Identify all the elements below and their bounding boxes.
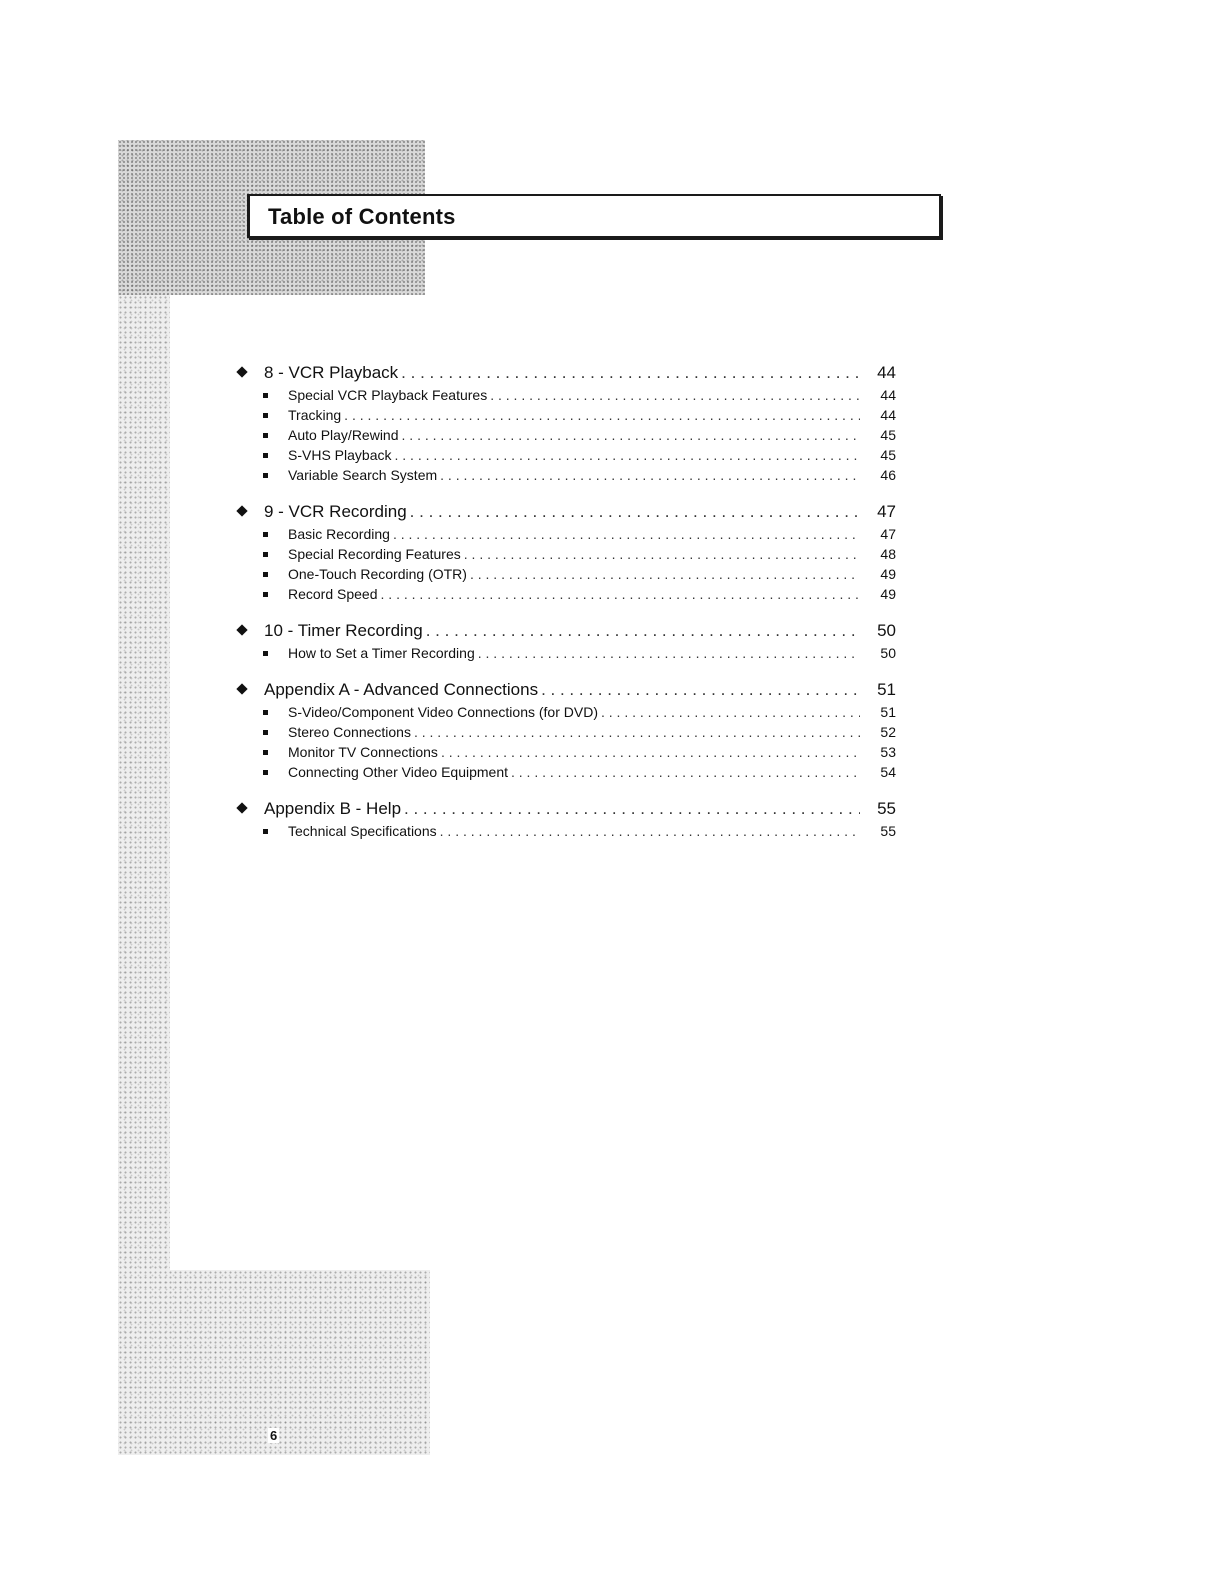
toc-entry-page: 45 (880, 447, 896, 463)
table-of-contents (236, 360, 896, 855)
toc-entry-label: Special Recording Features (288, 546, 461, 562)
diamond-bullet-icon (236, 360, 264, 385)
toc-entry-label: Special VCR Playback Features (288, 387, 488, 403)
toc-entry-label: Record Speed (288, 586, 378, 602)
toc-entry-label: 9 - VCR Recording (264, 502, 407, 521)
square-bullet-icon (261, 702, 288, 722)
toc-entry-label: Stereo Connections (288, 724, 411, 740)
dot-leader (381, 584, 860, 604)
toc-entry-main[interactable] (236, 796, 896, 821)
toc-entry-page: 52 (880, 724, 896, 740)
toc-entry-sub[interactable] (236, 762, 896, 782)
toc-entry-page: 48 (880, 546, 896, 562)
toc-entry-page: 53 (880, 744, 896, 760)
toc-entry-page: 50 (877, 621, 896, 640)
toc-entry-page: 51 (877, 680, 896, 699)
square-bullet-icon (261, 584, 288, 604)
toc-entry-page: 44 (880, 407, 896, 423)
square-bullet-icon (261, 564, 288, 584)
toc-entry-sub[interactable] (236, 524, 896, 544)
toc-entry-sub[interactable] (236, 564, 896, 584)
toc-entry-label: Auto Play/Rewind (288, 427, 399, 443)
toc-entry-label: Variable Search System (288, 467, 438, 483)
toc-entry-main[interactable] (236, 360, 896, 385)
dot-leader (440, 465, 860, 485)
dot-leader (470, 564, 860, 584)
toc-entry-sub[interactable] (236, 544, 896, 564)
title-box (247, 194, 941, 238)
diamond-bullet-icon (236, 499, 264, 524)
page-number: 6 (270, 1428, 278, 1443)
dot-leader (478, 643, 860, 663)
decorative-halftone-left-strip (118, 295, 170, 1270)
dot-leader (344, 405, 860, 425)
toc-entry-label: Basic Recording (288, 526, 390, 542)
toc-entry-page: 55 (877, 799, 896, 818)
toc-entry-sub[interactable] (236, 702, 896, 722)
square-bullet-icon (261, 821, 288, 841)
toc-entry-sub[interactable] (236, 465, 896, 485)
toc-entry-label: 8 - VCR Playback (264, 363, 399, 382)
toc-entry-page: 55 (880, 823, 896, 839)
toc-entry-label: S-Video/Component Video Connections (for DVD) (288, 704, 598, 720)
toc-entry-page: 49 (880, 566, 896, 582)
toc-entry-page: 49 (880, 586, 896, 602)
toc-entry-sub[interactable] (236, 385, 896, 405)
toc-entry-label: Appendix A - Advanced Connections (264, 680, 539, 699)
dot-leader (414, 722, 860, 742)
toc-entry-main[interactable] (236, 677, 896, 702)
square-bullet-icon (261, 405, 288, 425)
toc-entry-page: 45 (880, 427, 896, 443)
toc-section (236, 677, 896, 782)
toc-entry-label: 10 - Timer Recording (264, 621, 423, 640)
dot-leader (511, 762, 860, 782)
toc-entry-sub[interactable] (236, 722, 896, 742)
toc-entry-sub[interactable] (236, 643, 896, 663)
toc-section (236, 796, 896, 841)
square-bullet-icon (261, 762, 288, 782)
square-bullet-icon (261, 643, 288, 663)
toc-entry-label: Technical Specifications (288, 823, 437, 839)
toc-entry-label: Tracking (288, 407, 342, 423)
dot-leader (402, 425, 860, 445)
dot-leader (394, 445, 860, 465)
toc-entry-label: How to Set a Timer Recording (288, 645, 475, 661)
toc-entry-sub[interactable] (236, 445, 896, 465)
diamond-bullet-icon (236, 796, 264, 821)
toc-entry-sub[interactable] (236, 821, 896, 841)
square-bullet-icon (261, 465, 288, 485)
toc-entry-label: One-Touch Recording (OTR) (288, 566, 467, 582)
diamond-bullet-icon (236, 677, 264, 702)
square-bullet-icon (261, 385, 288, 405)
page-title: Table of Contents (268, 204, 456, 229)
toc-entry-sub[interactable] (236, 405, 896, 425)
dot-leader (440, 821, 860, 841)
toc-entry-page: 54 (880, 764, 896, 780)
dot-leader (401, 360, 860, 385)
toc-entry-page: 50 (880, 645, 896, 661)
dot-leader (464, 544, 860, 564)
square-bullet-icon (261, 742, 288, 762)
square-bullet-icon (261, 544, 288, 564)
dot-leader (404, 796, 860, 821)
square-bullet-icon (261, 425, 288, 445)
toc-section (236, 618, 896, 663)
toc-entry-page: 51 (880, 704, 896, 720)
toc-entry-sub[interactable] (236, 425, 896, 445)
toc-entry-page: 44 (880, 387, 896, 403)
toc-entry-page: 46 (880, 467, 896, 483)
toc-entry-label: Monitor TV Connections (288, 744, 438, 760)
toc-entry-label: Appendix B - Help (264, 799, 402, 818)
dot-leader (441, 742, 860, 762)
dot-leader (393, 524, 860, 544)
dot-leader (410, 499, 860, 524)
toc-entry-page: 47 (877, 502, 896, 521)
square-bullet-icon (261, 722, 288, 742)
toc-entry-page: 44 (877, 363, 896, 382)
toc-entry-main[interactable] (236, 618, 896, 643)
square-bullet-icon (261, 445, 288, 465)
square-bullet-icon (261, 524, 288, 544)
toc-entry-main[interactable] (236, 499, 896, 524)
dot-leader (601, 702, 860, 722)
toc-section (236, 499, 896, 604)
toc-entry-label: Connecting Other Video Equipment (288, 764, 508, 780)
dot-leader (490, 385, 860, 405)
toc-entry-label: S-VHS Playback (288, 447, 392, 463)
toc-entry-sub[interactable] (236, 742, 896, 762)
toc-section (236, 360, 896, 485)
toc-entry-sub[interactable] (236, 584, 896, 604)
diamond-bullet-icon (236, 618, 264, 643)
dot-leader (541, 677, 860, 702)
dot-leader (426, 618, 860, 643)
toc-entry-page: 47 (880, 526, 896, 542)
